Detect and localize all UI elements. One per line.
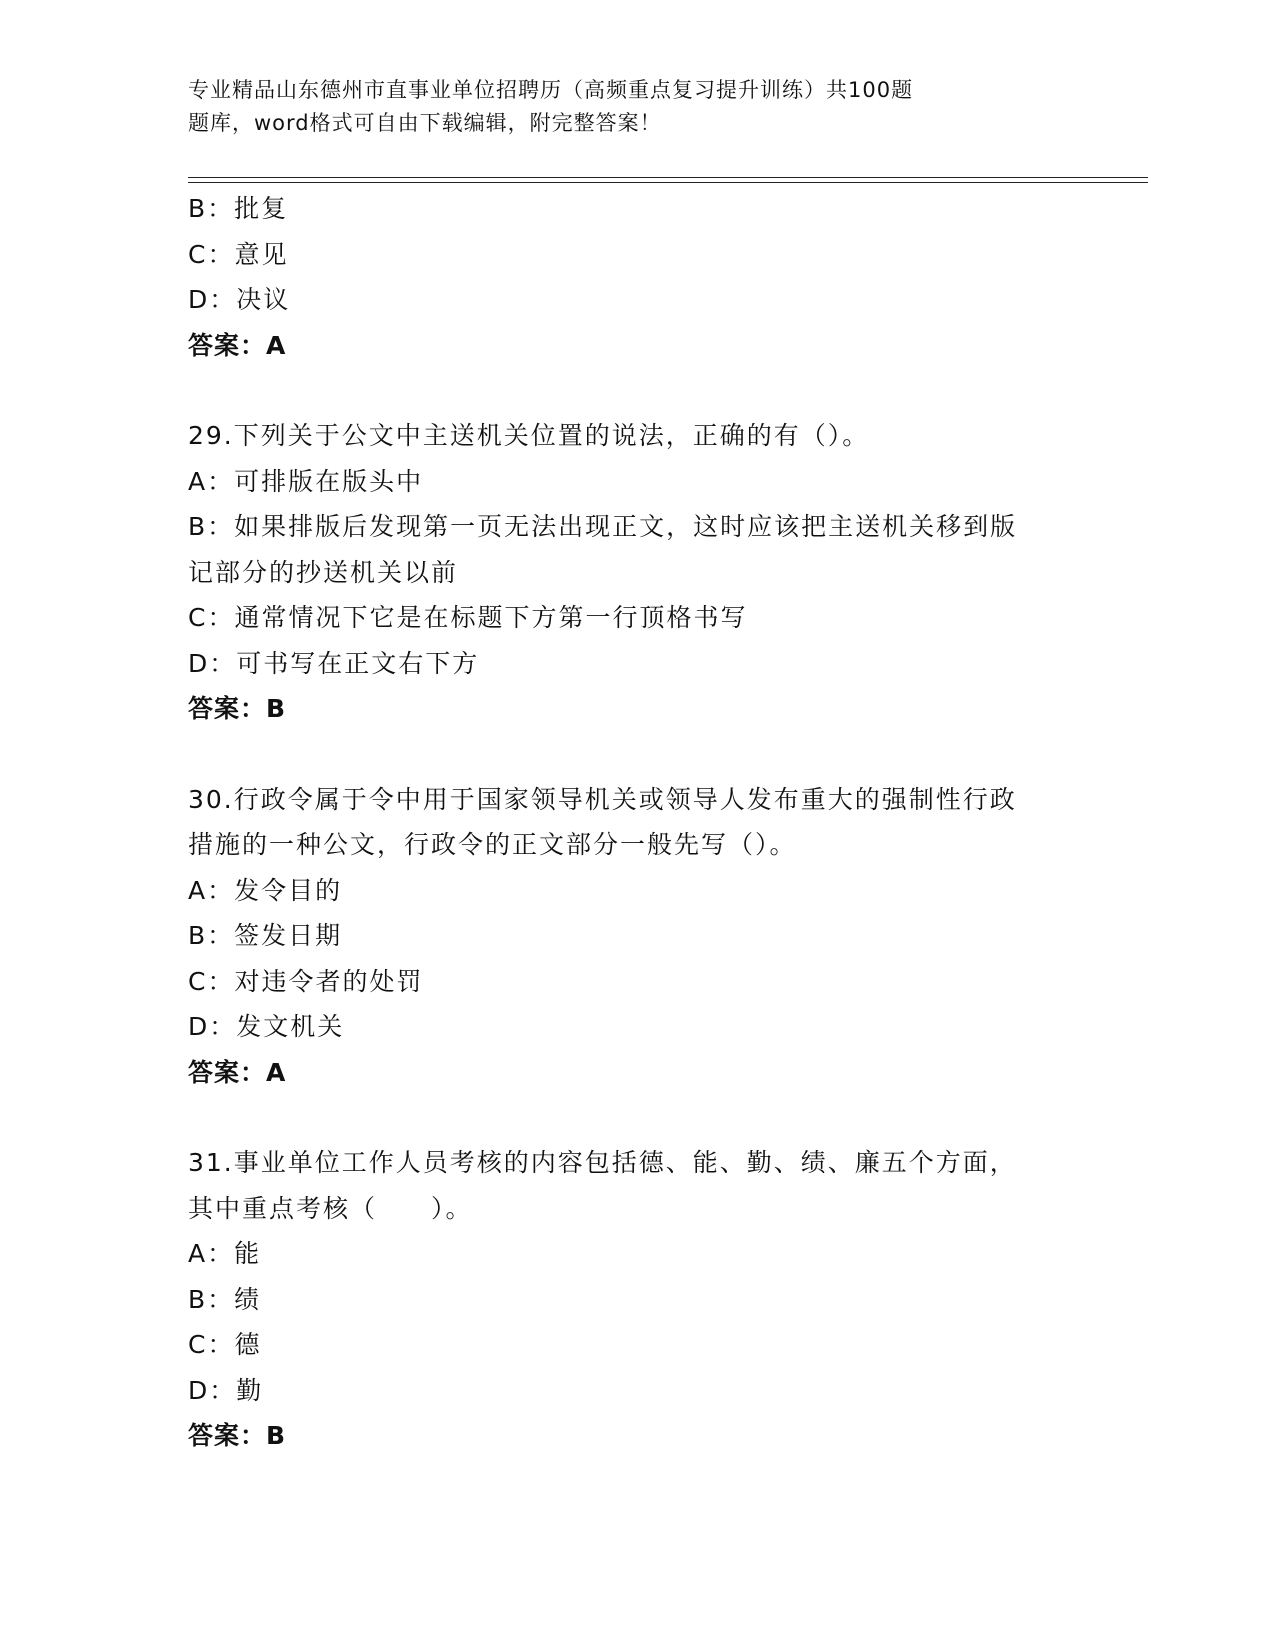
header-title-line-1: 专业精品山东德州市直事业单位招聘历（高频重点复习提升训练）共100题 bbox=[188, 78, 914, 102]
question-spacer bbox=[188, 732, 1088, 777]
q30-option-d: D：发文机关 bbox=[188, 1012, 345, 1041]
question-spacer bbox=[188, 368, 1088, 413]
q29-option-b-line-2: 记部分的抄送机关以前 bbox=[188, 557, 459, 587]
question-30 bbox=[188, 777, 1088, 1096]
q30-stem-line-1: 30.行政令属于令中用于国家领导机关或领导人发布重大的强制性行政 bbox=[188, 784, 1017, 814]
q31-stem-line-2: 其中重点考核（ ）。 bbox=[188, 1193, 473, 1223]
q28-answer: 答案：A bbox=[188, 330, 287, 360]
q30-answer: 答案：A bbox=[188, 1057, 287, 1087]
question-28-tail bbox=[188, 186, 1088, 368]
header-title-line-2: 题库，word格式可自由下载编辑，附完整答案！ bbox=[188, 111, 662, 135]
q29-stem: 29.下列关于公文中主送机关位置的说法，正确的有（）。 bbox=[188, 421, 870, 450]
q31-option-c: C：德 bbox=[188, 1330, 262, 1359]
q29-option-d: D：可书写在正文右下方 bbox=[188, 648, 480, 678]
q29-answer: 答案：B bbox=[188, 694, 287, 723]
question-spacer bbox=[188, 1095, 1088, 1140]
q31-stem-line-1: 31.事业单位工作人员考核的内容包括德、能、勤、绩、廉五个方面， bbox=[188, 1148, 1017, 1177]
question-31 bbox=[188, 1140, 1088, 1459]
document-header bbox=[188, 74, 1048, 140]
q28-option-b: B：批复 bbox=[188, 194, 289, 223]
q31-option-b: B：绩 bbox=[188, 1284, 262, 1314]
q30-option-a: A：发令目的 bbox=[188, 875, 343, 905]
header-divider-bottom bbox=[188, 182, 1148, 183]
q29-option-a: A：可排版在版头中 bbox=[188, 466, 424, 496]
question-list bbox=[188, 186, 1088, 1459]
question-29 bbox=[188, 413, 1088, 732]
q28-option-d: D：决议 bbox=[188, 285, 291, 314]
q28-option-c: C：意见 bbox=[188, 239, 289, 269]
q30-option-b: B：签发日期 bbox=[188, 921, 343, 950]
q31-answer: 答案：B bbox=[188, 1421, 287, 1450]
q30-option-c: C：对违令者的处罚 bbox=[188, 966, 424, 996]
q31-option-d: D：勤 bbox=[188, 1375, 264, 1405]
q29-option-c: C：通常情况下它是在标题下方第一行顶格书写 bbox=[188, 603, 748, 632]
header-divider-top bbox=[188, 177, 1148, 178]
q30-stem-line-2: 措施的一种公文，行政令的正文部分一般先写（）。 bbox=[188, 830, 797, 859]
q29-option-b-line-1: B：如果排版后发现第一页无法出现正文，这时应该把主送机关移到版 bbox=[188, 512, 1018, 541]
q31-option-a: A：能 bbox=[188, 1239, 262, 1268]
